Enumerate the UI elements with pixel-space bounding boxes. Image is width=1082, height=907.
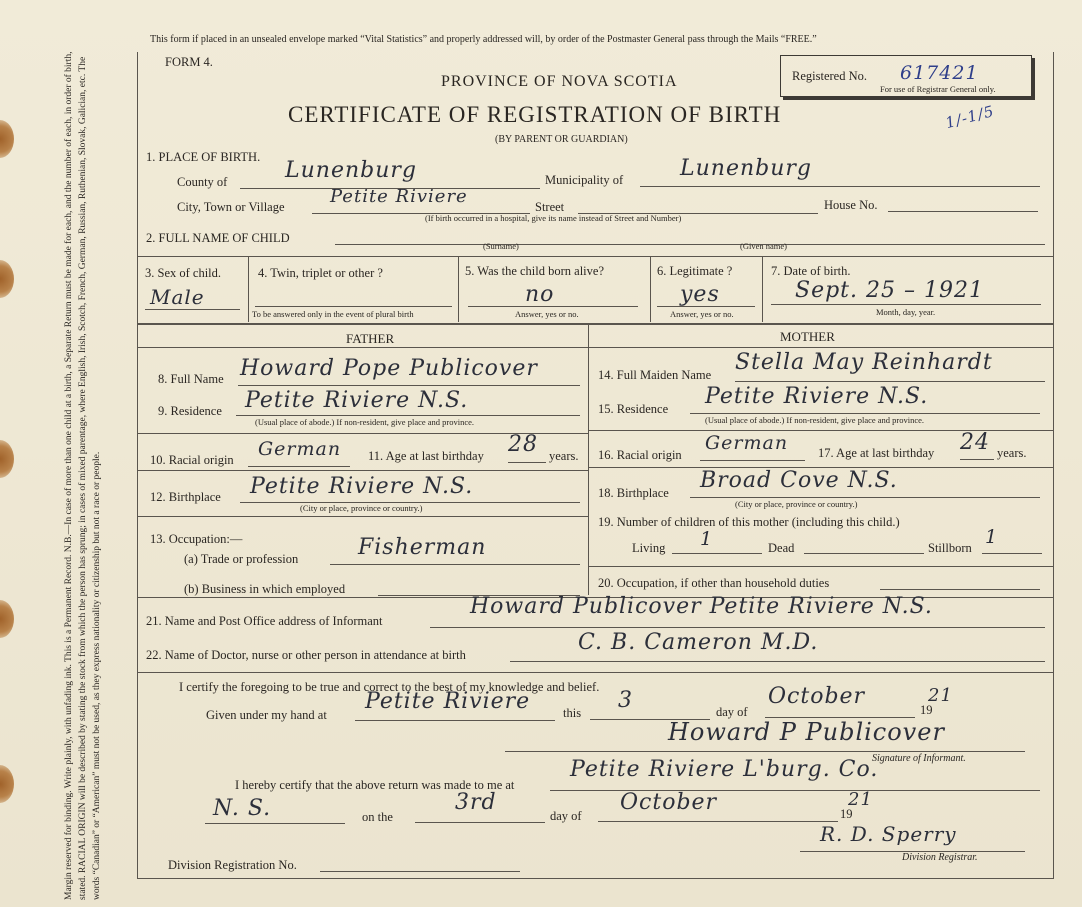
sex-value: Male	[150, 285, 205, 309]
given-place-value: Petite Riviere	[365, 689, 531, 714]
trade-value: Fisherman	[358, 535, 487, 560]
sex-label: 3. Sex of child.	[145, 266, 222, 280]
division-registrar-label: Division Registrar.	[902, 852, 978, 863]
twin-label: 4. Twin, triplet or other ?	[258, 266, 383, 280]
trade-label: (a) Trade or profession	[184, 552, 299, 566]
certificate-subtitle: (BY PARENT OR GUARDIAN)	[495, 134, 628, 145]
registrar-day-of-label: day of	[550, 809, 582, 823]
on-the-label: on the	[362, 810, 393, 824]
mother-residence-label: 15. Residence	[598, 402, 669, 416]
mother-race-value: German	[705, 432, 789, 454]
children-count-label: 19. Number of children of this mother (including this child.)	[598, 515, 900, 529]
county-value: Lunenburg	[285, 158, 417, 183]
legitimate-value: yes	[680, 282, 720, 307]
margin-instructions: Margin reserved for binding. Write plainly, with unfading ink. This is a Permanent Record. N.B.—In case of more than one child at a birth, a Separate Return must be made for each, and the number of each, in order of birth, stated. RACIAL ORIGIN will be described by stating the stock from which the person has sprung; in cases of mixed parentage, where English, Irish, Scotch, French, German, Russian, Ruthenian, Slovak, Galician, etc. The words “Canadian” or “American” must not be used, as they express nationality or citizenship but not a race or people.	[64, 51, 102, 900]
father-residence-note: (Usual place of abode.) If non-resident, give place and province.	[255, 417, 475, 427]
given-day-value: 3	[618, 688, 633, 713]
informant-signature: Howard P Publicover	[668, 718, 945, 746]
form-number: FORM 4.	[165, 55, 213, 69]
doctor-value: C. B. Cameron M.D.	[578, 630, 819, 655]
registered-number: 617421	[900, 62, 979, 84]
child-name-label: 2. FULL NAME OF CHILD	[146, 231, 290, 245]
mother-age-label: 17. Age at last birthday	[818, 446, 935, 460]
given-name-label: (Given name)	[740, 241, 787, 251]
legitimate-label: 6. Legitimate ?	[657, 264, 733, 278]
father-residence-value: Petite Riviere N.S.	[245, 388, 469, 413]
living-label: Living	[632, 541, 666, 555]
mother-race-label: 16. Racial origin	[598, 448, 682, 462]
registrar-place-value: Petite Riviere L'burg. Co.	[570, 757, 879, 782]
mother-years-label: years.	[997, 446, 1027, 460]
father-birthplace-note: (City or place, province or country.)	[300, 503, 423, 513]
father-heading: FATHER	[346, 331, 395, 346]
dob-label: 7. Date of birth.	[771, 264, 851, 278]
father-age-value: 28	[508, 432, 538, 457]
mother-name-label: 14. Full Maiden Name	[598, 368, 712, 382]
stillborn-label: Stillborn	[928, 541, 972, 555]
day-of-label: day of	[716, 705, 748, 719]
given-year-value: 21	[928, 685, 953, 706]
municipality-label: Municipality of	[545, 173, 624, 187]
city-label: City, Town or Village	[177, 200, 285, 214]
informant-value: Howard Publicover Petite Riviere N.S.	[470, 594, 933, 619]
father-residence-label: 9. Residence	[158, 404, 222, 418]
mother-heading: MOTHER	[780, 329, 835, 344]
registrar-year-prefix: 19	[840, 807, 853, 821]
father-name-value: Howard Pope Publicover	[240, 356, 538, 381]
dead-label: Dead	[768, 541, 795, 555]
informant-label: 21. Name and Post Office address of Informant	[146, 614, 383, 628]
mother-occupation-label: 20. Occupation, if other than household duties	[598, 576, 830, 590]
dob-note: Month, day, year.	[876, 307, 936, 317]
postal-notice: This form if placed in an unsealed envelope marked “Vital Statistics” and properly addressed will, by order of the Postmaster General pass through the Mails “FREE.”	[150, 34, 817, 45]
registered-label: Registered No.	[792, 69, 867, 83]
mother-name-value: Stella May Reinhardt	[735, 350, 993, 375]
surname-label: (Surname)	[483, 241, 519, 251]
street-label: Street	[535, 200, 565, 214]
living-value: 1	[700, 528, 714, 550]
registrar-month-value: October	[620, 790, 718, 815]
mother-birthplace-note: (City or place, province or country.)	[735, 499, 858, 509]
father-name-label: 8. Full Name	[158, 372, 224, 386]
hospital-note: (If birth occurred in a hospital, give its name instead of Street and Number)	[425, 213, 682, 223]
municipality-value: Lunenburg	[680, 156, 812, 181]
registrar-day-value: 3rd	[455, 790, 497, 815]
doctor-label: 22. Name of Doctor, nurse or other person in attendance at birth	[146, 648, 466, 662]
registrar-use-note: For use of Registrar General only.	[880, 84, 996, 94]
dob-value: Sept. 25 – 1921	[795, 278, 984, 303]
certificate-title: CERTIFICATE OF REGISTRATION OF BIRTH	[288, 102, 782, 127]
alive-note: Answer, yes or no.	[515, 309, 579, 319]
mother-residence-value: Petite Riviere N.S.	[705, 384, 929, 409]
father-race-label: 10. Racial origin	[150, 453, 234, 467]
mother-age-value: 24	[960, 430, 990, 455]
registrar-place-line2: N. S.	[213, 796, 272, 821]
mother-birthplace-label: 18. Birthplace	[598, 486, 669, 500]
division-registration-label: Division Registration No.	[168, 858, 297, 872]
father-age-label: 11. Age at last birthday	[368, 449, 484, 463]
alive-value: no	[525, 282, 555, 307]
father-birthplace-label: 12. Birthplace	[150, 490, 221, 504]
alive-label: 5. Was the child born alive?	[465, 264, 605, 278]
legitimate-note: Answer, yes or no.	[670, 309, 734, 319]
given-month-value: October	[768, 684, 866, 709]
given-under-label: Given under my hand at	[206, 708, 327, 722]
year-prefix: 19	[920, 703, 933, 717]
registrar-signature: R. D. Sperry	[820, 822, 957, 846]
business-label: (b) Business in which employed	[184, 582, 346, 596]
signature-informant-label: Signature of Informant.	[872, 753, 966, 764]
registrar-year-value: 21	[848, 789, 873, 810]
mother-residence-note: (Usual place of abode.) If non-resident, give place and province.	[705, 415, 925, 425]
father-birthplace-value: Petite Riviere N.S.	[250, 474, 474, 499]
place-of-birth-label: 1. PLACE OF BIRTH.	[146, 150, 261, 164]
house-no-label: House No.	[824, 198, 878, 212]
mother-birthplace-value: Broad Cove N.S.	[700, 468, 898, 493]
registrar-statement: I hereby certify that the above return was made to me at	[235, 778, 515, 792]
father-race-value: German	[258, 438, 342, 460]
province-heading: PROVINCE OF NOVA SCOTIA	[441, 73, 678, 90]
city-value: Petite Riviere	[330, 186, 468, 207]
certify-statement: I certify the foregoing to be true and correct to the best of my knowledge and belief.	[179, 680, 600, 694]
father-years-label: years.	[549, 449, 579, 463]
stillborn-value: 1	[985, 526, 999, 548]
this-label: this	[563, 706, 582, 720]
occupation-label: 13. Occupation:—	[150, 532, 243, 546]
tally-mark: 1/-1/5	[943, 101, 997, 133]
county-label: County of	[177, 175, 228, 189]
twin-note: To be answered only in the event of plural birth	[252, 309, 414, 319]
